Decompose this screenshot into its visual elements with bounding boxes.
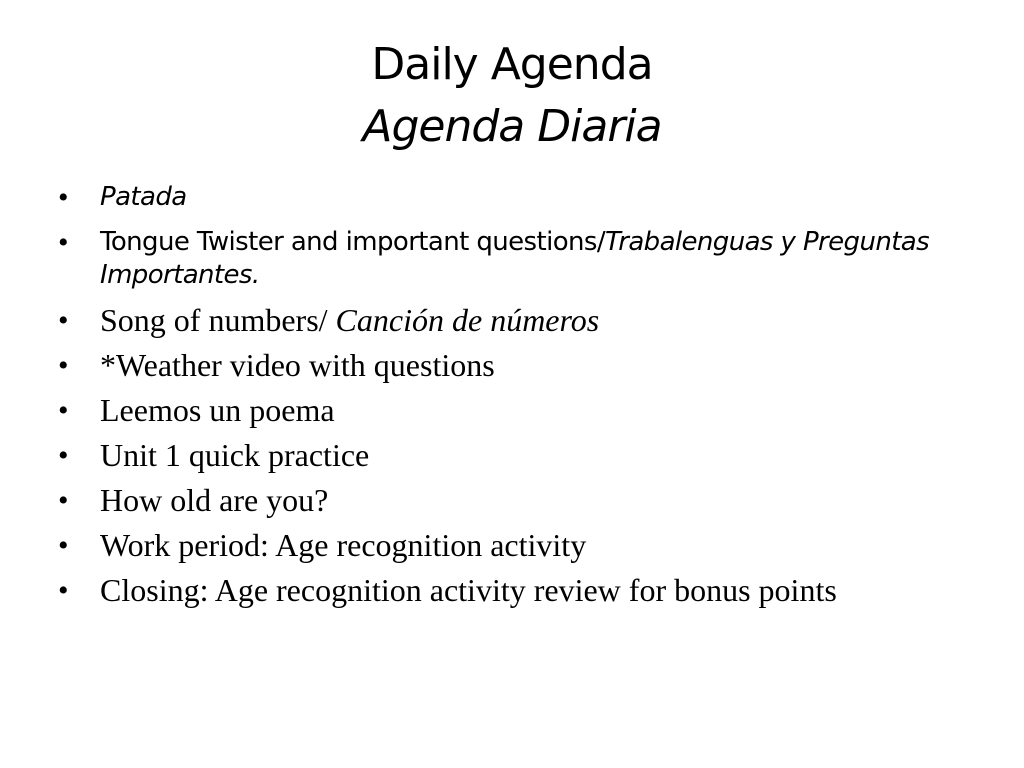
item-text-italic: Trabalenguas y Preguntas Importantes. <box>100 227 930 290</box>
bullet-icon: • <box>58 529 69 562</box>
item-text-plain: Unit 1 quick practice <box>100 437 370 473</box>
agenda-item-work-period <box>58 529 988 562</box>
bullet-icon: • <box>58 181 68 214</box>
item-text-plain: Work period: Age recognition activity <box>100 527 587 563</box>
bullet-icon: • <box>58 349 69 382</box>
agenda-item-how-old <box>58 484 988 517</box>
agenda-item-weather-video <box>58 349 988 382</box>
title-spanish: Agenda Diaria <box>362 101 662 152</box>
bullet-icon: • <box>58 439 69 472</box>
item-text-plain: *Weather video with questions <box>100 347 495 383</box>
agenda-item-song-of-numbers <box>58 304 988 337</box>
item-text-plain: Song of numbers/ <box>100 302 336 338</box>
item-text-italic: Canción de números <box>335 302 600 338</box>
agenda-item-patada <box>58 181 988 214</box>
item-text-plain: How old are you? <box>100 482 329 518</box>
bullet-icon: • <box>58 484 69 517</box>
item-text-plain: Tongue Twister and important questions/ <box>100 227 605 257</box>
item-text-plain: Closing: Age recognition activity review for bonus points <box>100 572 837 608</box>
slide-title <box>0 34 1024 158</box>
item-text-italic: Patada <box>100 182 187 212</box>
agenda-item-closing <box>58 574 988 607</box>
bullet-icon: • <box>58 304 69 337</box>
bullet-icon: • <box>58 574 69 607</box>
bullet-icon: • <box>58 394 69 427</box>
title-english: Daily Agenda <box>371 39 653 90</box>
item-text-plain: Leemos un poema <box>100 392 335 428</box>
agenda-item-unit-practice <box>58 439 988 472</box>
bullet-icon: • <box>58 226 68 259</box>
agenda-list <box>58 181 988 619</box>
agenda-item-tongue-twister <box>58 226 988 292</box>
agenda-item-poem <box>58 394 988 427</box>
